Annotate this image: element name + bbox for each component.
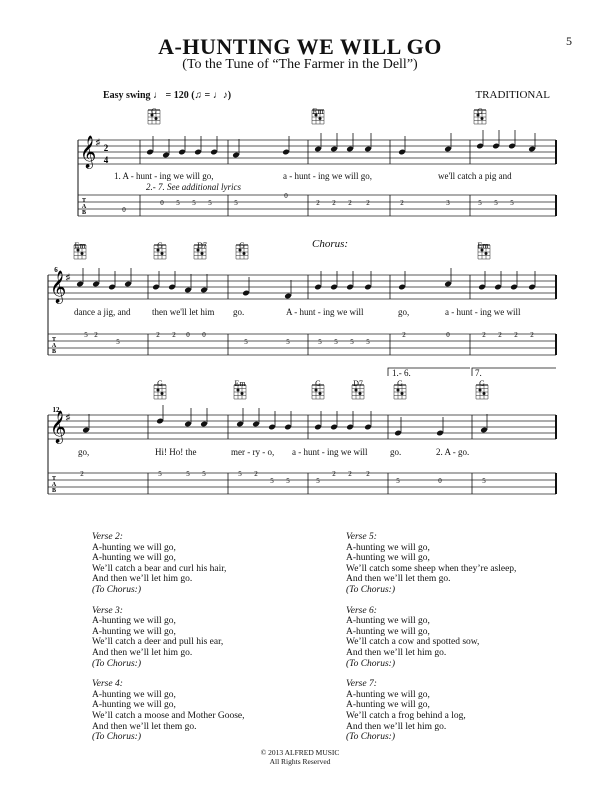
tab-fret-number: 5: [286, 477, 290, 485]
chord-diagram-dot: [481, 117, 484, 120]
chord-diagram-dot: [401, 392, 404, 395]
tab-fret-number: 5: [482, 477, 486, 485]
to-chorus-label: (To Chorus:): [92, 658, 142, 669]
tab-fret-number: 5: [116, 338, 120, 346]
tab-label: T: [51, 476, 57, 482]
tab-fret-number: 5: [238, 470, 242, 478]
chord-name: Em: [312, 107, 324, 116]
chord-diagram-dot: [485, 252, 488, 255]
tab-fret-number: 2: [156, 331, 160, 339]
page-number: 5: [566, 34, 572, 48]
tab-fret-number: 5: [208, 199, 212, 207]
verse-line: A-hunting we will go,: [346, 616, 430, 627]
tab-fret-number: 0: [122, 206, 126, 214]
tab-label: A: [51, 482, 57, 488]
chord-name: Em: [234, 379, 246, 388]
tab-fret-number: 0: [284, 192, 288, 200]
chord-name: G: [239, 241, 245, 250]
tab-label: B: [51, 488, 57, 494]
tab-fret-number: 5: [478, 199, 482, 207]
verse-line: A-hunting we will go,: [92, 553, 176, 564]
lyric-line: a - hunt - ing we will: [445, 307, 521, 317]
verse-line: A-hunting we will go,: [346, 553, 430, 564]
to-chorus-label: (To Chorus:): [92, 584, 142, 595]
verse-block: [346, 679, 516, 743]
verse-label: Verse 4:: [92, 679, 123, 690]
to-chorus-label: (To Chorus:): [346, 732, 396, 743]
to-chorus-label: (To Chorus:): [92, 732, 142, 743]
verse-line: And then we’ll let them go.: [92, 721, 197, 732]
tab-fret-number: 5: [396, 477, 400, 485]
second-ending-bracket: [472, 368, 556, 376]
chorus-label: Chorus:: [312, 238, 349, 250]
tab-fret-number: 5: [316, 477, 320, 485]
tab-fret-number: 5: [176, 199, 180, 207]
chord-diagram-dot: [161, 392, 164, 395]
verse-line: And then we’ll let them go.: [346, 574, 451, 585]
lyric-line: go.: [390, 447, 402, 457]
tab-fret-number: 5: [234, 199, 238, 207]
tab-fret-number: 5: [186, 470, 190, 478]
treble-clef: 𝄞: [49, 272, 67, 303]
tab-fret-number: 2: [348, 470, 352, 478]
chord-diagram-dot: [157, 389, 160, 392]
verse-line: And then we’ll let him go.: [92, 647, 193, 658]
tab-fret-number: 2: [254, 470, 258, 478]
chord-name: G: [397, 379, 403, 388]
verse-line: We’ll catch a bear and curl his hair,: [92, 563, 227, 574]
verse-line: A-hunting we will go,: [92, 542, 176, 553]
tab-fret-number: 5: [244, 338, 248, 346]
tab-fret-number: 2: [482, 331, 486, 339]
verse-line: A-hunting we will go,: [92, 700, 176, 711]
verse-label: Verse 3:: [92, 605, 123, 616]
to-chorus-label: (To Chorus:): [346, 584, 396, 595]
verse-label: Verse 5:: [346, 532, 377, 542]
tab-label: T: [51, 337, 57, 343]
verse-line: A-hunting we will go,: [92, 626, 176, 637]
lyric-line: go,: [78, 447, 90, 457]
verses-right-column: [346, 532, 516, 753]
verse-line: A-hunting we will go,: [346, 626, 430, 637]
verse-label: Verse 2:: [92, 532, 123, 542]
tab-fret-number: 5: [510, 199, 514, 207]
verse-block: [92, 679, 245, 743]
verse-line: And then we’ll let him go.: [346, 647, 447, 658]
verse-line: A-hunting we will go,: [92, 616, 176, 627]
chord-diagram-dot: [241, 392, 244, 395]
lyric-line: 2. A - go.: [436, 447, 470, 457]
tab-fret-number: 5: [192, 199, 196, 207]
tab-fret-number: 2: [366, 470, 370, 478]
chord-diagram-dot: [319, 392, 322, 395]
tab-fret-number: 5: [84, 331, 88, 339]
measure-number: 6: [54, 266, 58, 274]
tab-fret-number: 5: [158, 470, 162, 478]
tab-fret-number: 2: [514, 331, 518, 339]
tab-fret-number: 5: [318, 338, 322, 346]
time-signature: 2: [103, 143, 109, 153]
treble-clef: 𝄞: [49, 412, 67, 443]
lyric-line: 1. A - hunt - ing we will go,: [114, 171, 214, 181]
chord-diagram-dot: [243, 252, 246, 255]
lyric-line: Hi! Ho! the: [155, 447, 197, 457]
copyright-text: © 2013 ALFRED MUSIC: [260, 748, 340, 757]
chord-name: G: [157, 241, 163, 250]
song-subtitle: (To the Tune of “The Farmer in the Dell”): [182, 57, 418, 72]
time-signature: 4: [103, 155, 109, 165]
verse-line: We’ll catch a deer and pull his ear,: [92, 637, 224, 648]
tab-fret-number: 2: [332, 199, 336, 207]
chord-diagram-dot: [483, 392, 486, 395]
chord-name: D7: [197, 241, 207, 250]
composer-credit: TRADITIONAL: [475, 89, 550, 101]
verse-label: Verse 7:: [346, 679, 377, 690]
tab-fret-number: 5: [334, 338, 338, 346]
tab-label: A: [51, 343, 57, 349]
chord-diagram-dot: [161, 252, 164, 255]
lyric-line-verse2: 2.- 7. See additional lyrics: [146, 182, 241, 192]
key-signature: ♯: [95, 137, 101, 147]
chord-diagram-dot: [81, 252, 84, 255]
verse-block: [346, 532, 516, 596]
lyric-line: dance a jig, and: [74, 307, 131, 317]
chord-diagram-dot: [237, 389, 240, 392]
to-chorus-label: (To Chorus:): [346, 658, 396, 669]
tab-fret-number: 2: [172, 331, 176, 339]
tab-fret-number: 2: [530, 331, 534, 339]
tab-label: T: [81, 198, 87, 204]
tab-fret-number: 2: [498, 331, 502, 339]
verse-line: We’ll catch some sheep when they’re asleep,: [346, 563, 517, 574]
verse-label: Verse 6:: [346, 605, 377, 616]
tempo-marking: Easy swing ♩ = 120 (♫ = ♩♪): [103, 90, 232, 101]
verse-line: A-hunting we will go,: [346, 689, 430, 700]
tab-fret-number: 2: [80, 470, 84, 478]
copyright-footer: [0, 748, 600, 766]
tab-fret-number: 5: [270, 477, 274, 485]
tab-label: A: [81, 204, 87, 210]
verse-block: [346, 606, 516, 670]
verse-line: And then we’ll let him go.: [92, 574, 193, 585]
tab-fret-number: 0: [160, 199, 164, 207]
chord-name: G: [151, 107, 157, 116]
lyric-line: A - hunt - ing we will: [286, 307, 364, 317]
lyric-line: we'll catch a pig and: [438, 171, 512, 181]
first-ending-label: 1.- 6.: [392, 368, 411, 378]
song-title: A-HUNTING WE WILL GO: [158, 34, 442, 59]
tab-fret-number: 2: [332, 470, 336, 478]
tab-fret-number: 5: [202, 470, 206, 478]
key-signature: ♯: [65, 412, 71, 422]
tab-fret-number: 5: [494, 199, 498, 207]
tab-fret-number: 0: [202, 331, 206, 339]
chord-name: G: [315, 379, 321, 388]
lyric-line: go.: [233, 307, 245, 317]
verse-line: A-hunting we will go,: [346, 542, 430, 553]
chord-name: Em: [74, 241, 86, 250]
tab-label: B: [51, 349, 57, 355]
treble-clef: 𝄞: [79, 137, 97, 168]
verse-line: We’ll catch a frog behind a log,: [346, 710, 466, 721]
chord-diagram-dot: [315, 389, 318, 392]
chord-name: G: [479, 379, 485, 388]
chord-name: G: [477, 107, 483, 116]
tab-fret-number: 2: [316, 199, 320, 207]
chord-diagram-dot: [397, 389, 400, 392]
tab-fret-number: 0: [186, 331, 190, 339]
tab-fret-number: 2: [400, 199, 404, 207]
tab-fret-number: 2: [348, 199, 352, 207]
tab-fret-number: 5: [350, 338, 354, 346]
chord-name: D7: [353, 379, 363, 388]
chord-diagram-dot: [355, 389, 358, 392]
verse-line: A-hunting we will go,: [346, 700, 430, 711]
tab-fret-number: 5: [286, 338, 290, 346]
tab-fret-number: 2: [402, 331, 406, 339]
tab-fret-number: 2: [366, 199, 370, 207]
chord-diagram-dot: [319, 117, 322, 120]
verse-block: [92, 606, 245, 670]
tab-fret-number: 0: [446, 331, 450, 339]
lyric-line: a - hunt - ing we will: [292, 447, 368, 457]
rights-text: All Rights Reserved: [269, 757, 331, 766]
tab-fret-number: 3: [446, 199, 450, 207]
verses-left-column: [92, 532, 245, 753]
measure-number: 12: [52, 406, 60, 414]
chord-diagram-dot: [479, 389, 482, 392]
lyric-line: go,: [398, 307, 410, 317]
tab-fret-number: 5: [366, 338, 370, 346]
second-ending-label: 7.: [475, 368, 482, 378]
key-signature: ♯: [65, 272, 71, 282]
chord-name: Em: [477, 241, 489, 250]
chord-diagram-dot: [155, 117, 158, 120]
chord-diagram-dot: [359, 392, 362, 395]
tab-fret-number: 0: [438, 477, 442, 485]
lyric-line: a - hunt - ing we will go,: [283, 171, 372, 181]
verse-line: We’ll catch a cow and spotted sow,: [346, 637, 480, 648]
tab-fret-number: 2: [94, 331, 98, 339]
verse-line: A-hunting we will go,: [92, 689, 176, 700]
lyric-line: mer - ry - o,: [231, 447, 275, 457]
verse-line: We’ll catch a moose and Mother Goose,: [92, 710, 245, 721]
lyric-line: then we'll let him: [152, 307, 215, 317]
verse-block: [92, 532, 245, 596]
tab-label: B: [81, 210, 87, 216]
chord-diagram-dot: [201, 252, 204, 255]
chord-name: G: [157, 379, 163, 388]
verse-line: And then we’ll let him go.: [346, 721, 447, 732]
